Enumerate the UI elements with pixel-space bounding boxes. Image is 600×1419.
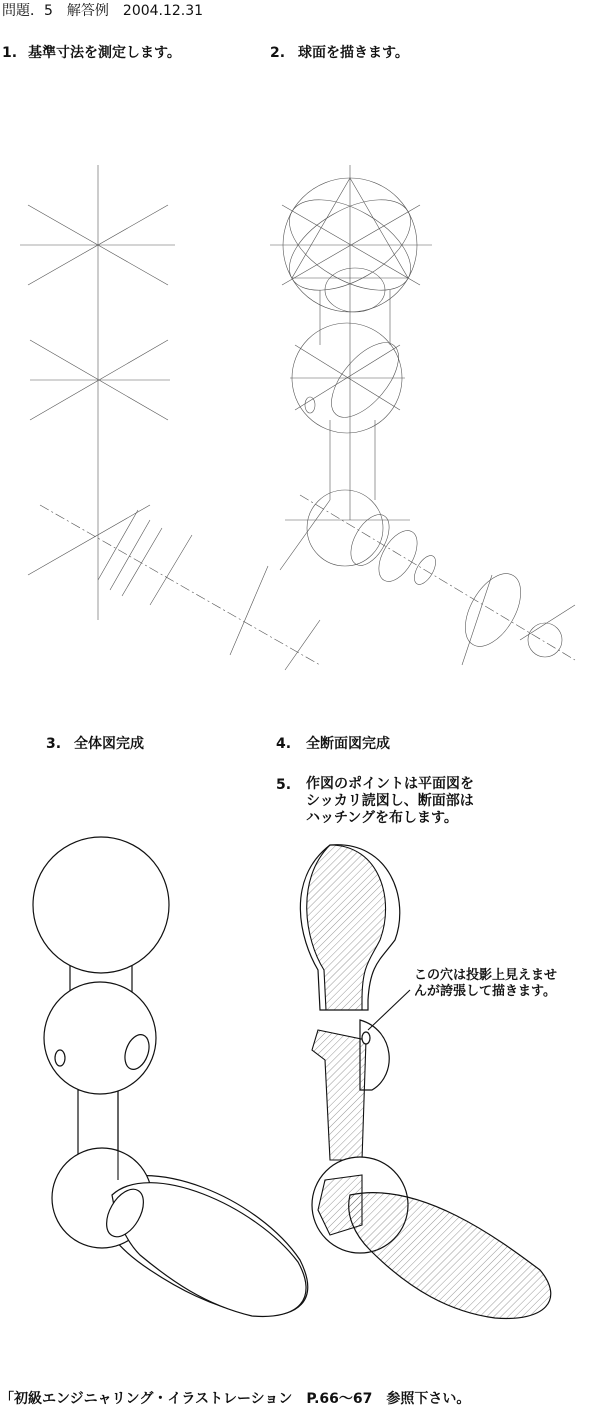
page-title: 問題．5 解答例 2004.12.31 (2, 3, 204, 19)
step-1-number: 1. (2, 45, 18, 61)
step-4-number: 4. (276, 736, 292, 752)
step-3-full-illustration (33, 837, 308, 1316)
reference-footer: 「初級エンジニャリング・イラストレーション P.66〜67 参照下さい。 (0, 1391, 471, 1407)
hole-callout-note: この穴は投影上見えませ んが誇張して描きます。 (414, 968, 558, 999)
step-3-label: 全体図完成 (74, 736, 144, 752)
step-1-label: 基準寸法を測定します。 (28, 45, 181, 61)
step-3-number: 3. (46, 736, 62, 752)
step-2-label: 球面を描きます。 (298, 45, 409, 61)
step-4-section-illustration (300, 845, 550, 1319)
step-5-number: 5. (276, 777, 292, 793)
step-5-label: 作図のポイントは平面図を シッカリ読図し、断面部は ハッチングを布します。 (306, 776, 474, 826)
step-2-sphere-construction (270, 165, 575, 665)
step-2-number: 2. (270, 45, 286, 61)
step-1-construction-lines (20, 165, 320, 670)
step-4-label: 全断面図完成 (306, 736, 390, 752)
